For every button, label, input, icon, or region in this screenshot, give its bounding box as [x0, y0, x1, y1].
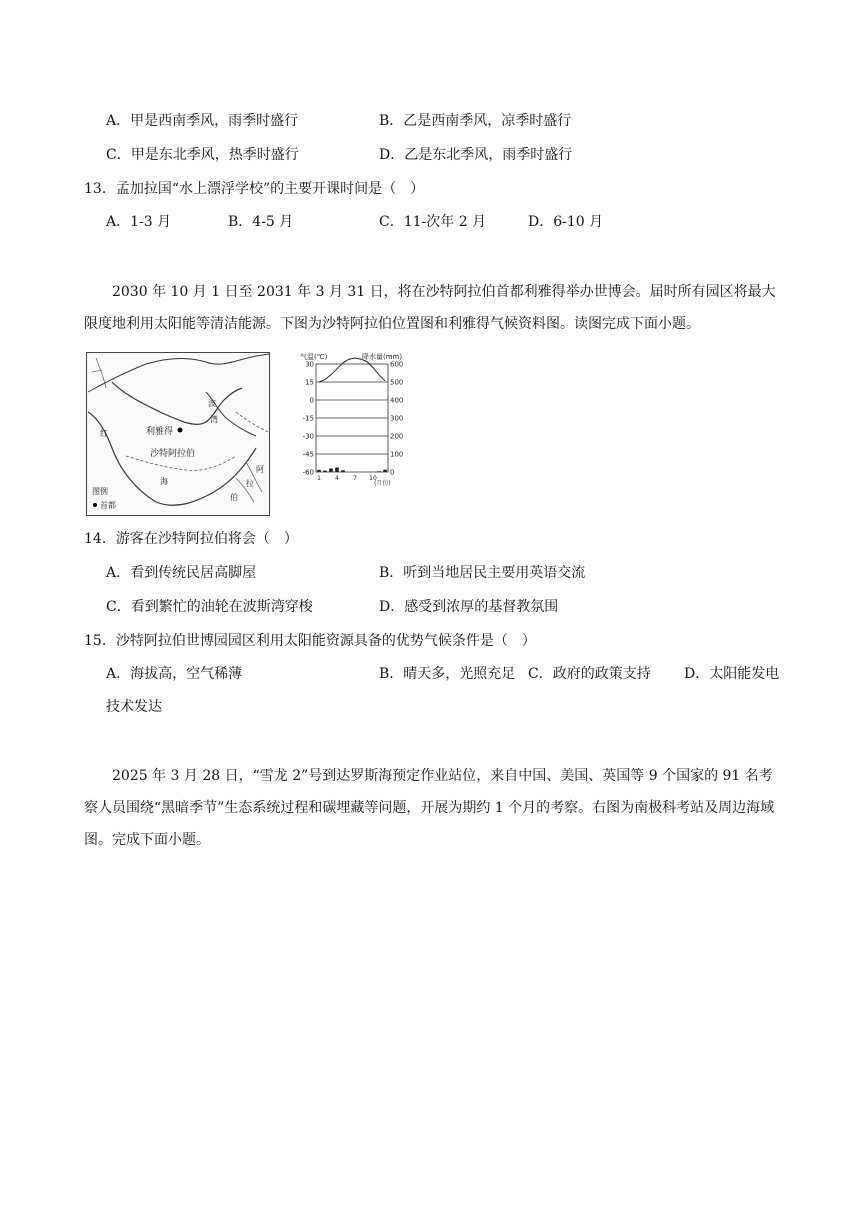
- saudi-map-svg: [86, 352, 270, 516]
- q13-stem: 13．孟加拉国“水上漂浮学校”的主要开课时间是（ ）: [84, 181, 425, 197]
- climate-left-axis-label: 气温(℃): [300, 353, 328, 361]
- climate-left-tick-label: -60: [302, 468, 314, 477]
- q15-stem: 15．沙特阿拉伯世博园园区利用太阳能资源具备的优势气候条件是（ ）: [84, 633, 536, 649]
- precipitation-bar: [335, 468, 339, 473]
- map-label-oman-3: 伯: [230, 493, 238, 502]
- climate-left-tick-label: -15: [302, 414, 314, 423]
- riyadh-climate-chart: [296, 352, 416, 488]
- precipitation-bar: [323, 471, 327, 472]
- climate-x-tick-label: 4: [335, 475, 339, 482]
- precipitation-bar: [317, 470, 321, 472]
- climate-x-unit: (月份): [374, 480, 391, 487]
- climate-chart-svg: [296, 352, 416, 488]
- q12-option-a: A．甲是西南季风，雨季时盛行: [106, 113, 299, 129]
- map-legend-title: 图例: [92, 487, 108, 496]
- map-label-saudi: 沙特阿拉伯: [150, 449, 196, 459]
- precipitation-bar: [383, 470, 387, 472]
- q12-option-b: B．乙是西南季风，凉季时盛行: [379, 113, 572, 129]
- climate-left-tick-label: 30: [305, 360, 314, 369]
- climate-right-tick-label: 600: [390, 360, 404, 369]
- passage-antarctic: 2025 年 3 月 28 日，“雪龙 2”号到达罗斯海预定作业站位，来自中国、美国、英国等 9 个国家的 91 名考察人员围绕“黑暗季节”生态系统过程和碳埋藏等问题，开展为期约 1 个月的考察。右图为南极科考站及周边海域图。完成下面小题。: [84, 768, 775, 848]
- map-label-sea-left: 红: [100, 429, 108, 438]
- map-label-gulf-2: 湾: [210, 415, 218, 424]
- map-legend-capital: 首都: [100, 501, 116, 510]
- climate-x-tick-label: 1: [317, 475, 321, 482]
- climate-right-tick-label: 400: [390, 396, 404, 405]
- climate-right-tick-label: 300: [390, 414, 404, 423]
- climate-right-tick-label: 500: [390, 378, 404, 387]
- q14-option-b: B．听到当地居民主要用英语交流: [379, 565, 586, 581]
- q15-option-d: D．太阳能发电: [684, 666, 780, 682]
- climate-x-tick-label: 10: [369, 475, 377, 482]
- precipitation-bar: [377, 471, 381, 472]
- passage-saudi: 2030 年 10 月 1 日至 2031 年 3 月 31 日，将在沙特阿拉伯首都利雅得举办世博会。届时所有园区将最大限度地利用太阳能等清洁能源。下图为沙特阿拉伯位置图和利雅得气候资料图。读图完成下面小题。: [84, 284, 776, 332]
- riyadh-capital-marker: [178, 428, 183, 433]
- q12-option-d: D．乙是东北季风，雨季时盛行: [379, 147, 573, 163]
- q15-option-c: C．政府的政策支持: [528, 666, 651, 682]
- q15-option-b: B．晴天多，光照充足: [379, 666, 516, 682]
- temperature-line: [319, 358, 385, 382]
- climate-right-axis-label: 降水量(mm): [362, 353, 403, 361]
- climate-left-tick-label: -30: [302, 432, 314, 441]
- q15-option-d-continued: 技术发达: [106, 699, 162, 715]
- climate-left-tick-label: 0: [309, 396, 314, 405]
- map-label-riyadh: 利雅得: [146, 427, 174, 437]
- map-legend-capital-symbol: [93, 503, 97, 507]
- climate-left-tick-label: 15: [305, 378, 314, 387]
- q14-option-c: C．看到繁忙的油轮在波斯湾穿梭: [106, 599, 313, 615]
- precipitation-bar: [329, 468, 333, 472]
- map-label-sea-bottom: 海: [160, 477, 168, 486]
- saudi-location-map: [86, 352, 270, 516]
- map-label-gulf-1: 波: [208, 399, 216, 408]
- q12-option-c: C．甲是东北季风，热季时盛行: [106, 147, 299, 163]
- q13-option-b: B．4-5 月: [228, 214, 294, 230]
- q13-option-c: C．11-次年 2 月: [379, 214, 487, 230]
- map-label-oman-2: 拉: [246, 479, 254, 488]
- q13-option-d: D．6-10 月: [528, 214, 604, 230]
- climate-left-tick-label: -45: [302, 450, 314, 459]
- q14-option-d: D．感受到浓厚的基督教氛围: [379, 599, 559, 615]
- q14-stem: 14．游客在沙特阿拉伯将会（ ）: [84, 531, 298, 547]
- q15-option-a: A．海拔高，空气稀薄: [106, 666, 243, 682]
- climate-right-tick-label: 200: [390, 432, 404, 441]
- climate-x-tick-label: 7: [353, 475, 357, 482]
- precipitation-bar: [341, 470, 345, 472]
- climate-right-tick-label: 0: [390, 468, 395, 477]
- climate-right-tick-label: 100: [390, 450, 404, 459]
- q14-option-a: A．看到传统民居高脚屋: [106, 565, 257, 581]
- q13-option-a: A．1-3 月: [106, 214, 172, 230]
- map-label-oman-1: 阿: [256, 465, 264, 474]
